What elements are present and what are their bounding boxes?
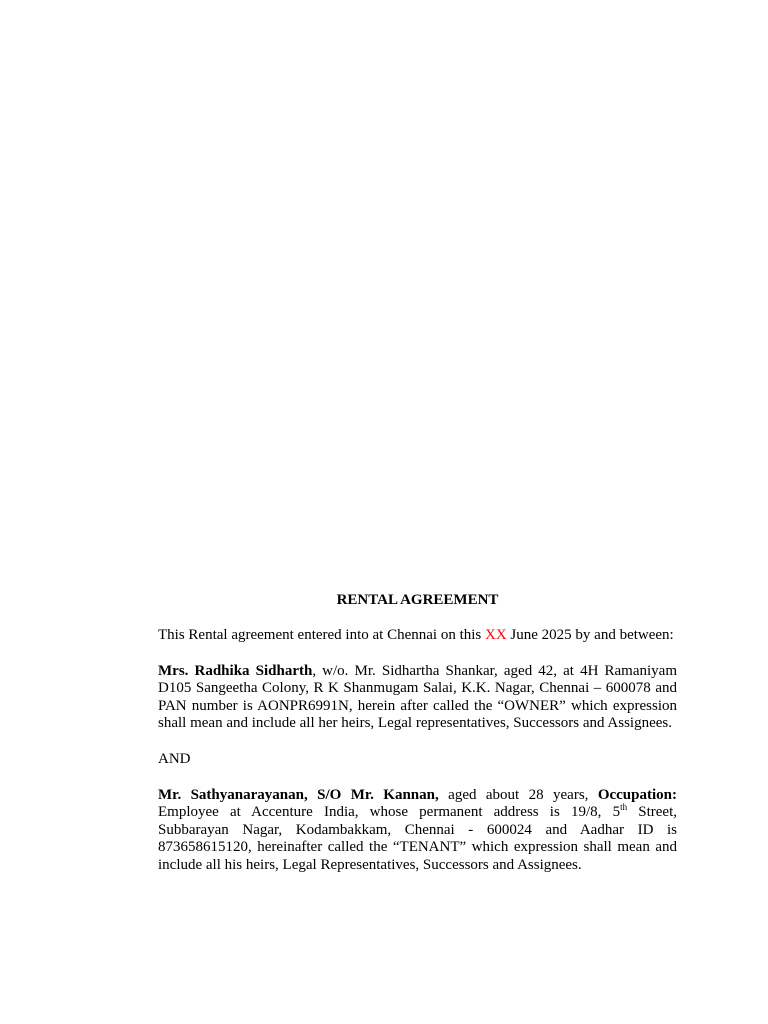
tenant-paragraph — [158, 787, 677, 875]
document-title: RENTAL AGREEMENT — [336, 592, 499, 608]
intro-paragraph — [158, 627, 677, 645]
ordinal-superscript: th — [620, 802, 628, 813]
intro-suffix: June 2025 by and between: — [506, 627, 674, 643]
intro-prefix: This Rental agreement entered into at Chennai on this — [158, 627, 485, 643]
tenant-name: Mr. Sathyanarayanan, S/O Mr. Kannan, — [158, 786, 439, 803]
tenant-details-1: Employee at Accenture India, whose permanent address is 19/8, 5 — [158, 804, 621, 821]
owner-details: , w/o. Mr. Sidhartha Shankar, aged 42, at 4H Ramaniyam D105 Sangeetha Colony, R K Shanmugam Salai, K.K. Nagar, Chennai – 600078 and PAN number is AONPR6991N, herein after called the “OWNER” which expression shall mean and include all her heirs, Legal representatives, Successors and Assignees. — [158, 662, 677, 732]
tenant-details-2: Street, Subbarayan Nagar, Kodambakkam, Chennai - 600024 and Aadhar ID is 873658615120, hereinafter called the “TENANT” which expression shall mean and include all his heirs, Legal Representatives, Successors and Assignees. — [158, 804, 678, 873]
occupation-label: Occupation: — [597, 786, 677, 803]
document-body — [158, 592, 677, 875]
owner-name: Mrs. Radhika Sidharth — [158, 662, 313, 679]
owner-paragraph — [158, 663, 677, 733]
tenant-age: aged about 28 years, — [438, 786, 598, 803]
conjunction-and: AND — [158, 750, 191, 767]
date-placeholder: XX — [485, 627, 507, 643]
